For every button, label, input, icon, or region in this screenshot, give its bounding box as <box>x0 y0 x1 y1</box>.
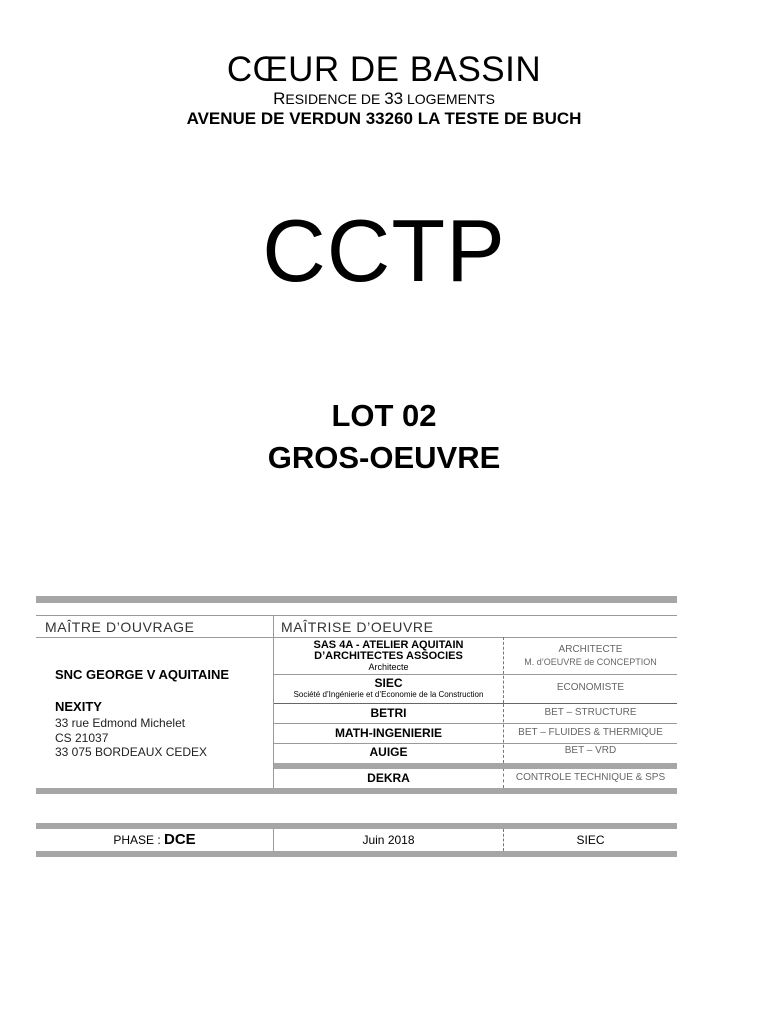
role-label: BET – VRD <box>564 745 617 756</box>
row-separator <box>274 674 677 675</box>
company-name: SAS 4A - ATELIER AQUITAIN <box>313 639 464 651</box>
project-address: AVENUE DE VERDUN 33260 LA TESTE DE BUCH <box>186 109 582 128</box>
works-row <box>274 677 503 701</box>
owner-column-header: MAÎTRE D’OUVRAGE <box>45 619 195 635</box>
role-label: M. d’OEUVRE de CONCEPTION <box>524 657 657 667</box>
role-label: CONTROLE TECHNIQUE & SPS <box>515 772 666 783</box>
company-name: AUIGE <box>369 745 408 759</box>
document-date: Juin 2018 <box>362 833 415 847</box>
row-separator <box>274 743 677 744</box>
role-label: BET – FLUIDES & THERMIQUE <box>518 727 663 738</box>
table-bottom-bar <box>36 788 677 794</box>
owner-name: SNC GEORGE V AQUITAINE <box>55 667 230 682</box>
subtitle-segment: LOGEMENTS <box>403 91 495 107</box>
role-label: ARCHITECTE <box>558 644 623 655</box>
document-author: SIEC <box>576 833 605 847</box>
subtitle-segment: 33 <box>384 89 404 108</box>
phase-value: DCE <box>164 831 196 848</box>
project-subtitle <box>0 89 768 109</box>
company-subtitle: Architecte <box>368 662 409 672</box>
table-header-top-line <box>36 615 677 616</box>
company-name: DEKRA <box>367 771 410 785</box>
row-separator-bar <box>274 763 677 769</box>
subtitle-segment: ESIDENCE DE <box>285 91 385 107</box>
row-separator <box>274 703 677 704</box>
table-header-bottom-line <box>36 637 677 638</box>
role-label: BET – STRUCTURE <box>544 707 637 718</box>
works-row <box>274 640 503 673</box>
owner-address-line: 33 075 BORDEAUX CEDEX <box>55 745 208 759</box>
lot-number: LOT 02 <box>331 398 437 433</box>
role-cell <box>504 643 677 669</box>
footer-top-bar <box>36 823 677 829</box>
footer-bottom-bar <box>36 851 677 857</box>
row-separator <box>274 723 677 724</box>
company-name: D’ARCHITECTES ASSOCIES <box>314 650 463 662</box>
works-column-header: MAÎTRISE D’OEUVRE <box>281 619 434 635</box>
table-top-bar <box>36 596 677 603</box>
company-subtitle: Société d’Ingénierie et d’Economie de la Construction <box>293 690 484 699</box>
role-label: ECONOMISTE <box>556 682 625 693</box>
owner-address-line: 33 rue Edmond Michelet <box>55 716 186 730</box>
company-name: MATH-INGENIERIE <box>334 726 443 740</box>
subtitle-segment: R <box>273 89 286 108</box>
owner-address-line: CS 21037 <box>55 731 109 745</box>
phase-field <box>36 831 273 849</box>
lot-name: GROS-OEUVRE <box>267 440 501 475</box>
company-name: SIEC <box>374 676 403 690</box>
phase-label: PHASE : <box>113 833 164 847</box>
company-name: BETRI <box>370 706 407 720</box>
owner-company: NEXITY <box>55 699 102 714</box>
document-type: CCTP <box>262 201 506 300</box>
project-title: CŒUR DE BASSIN <box>226 50 542 89</box>
